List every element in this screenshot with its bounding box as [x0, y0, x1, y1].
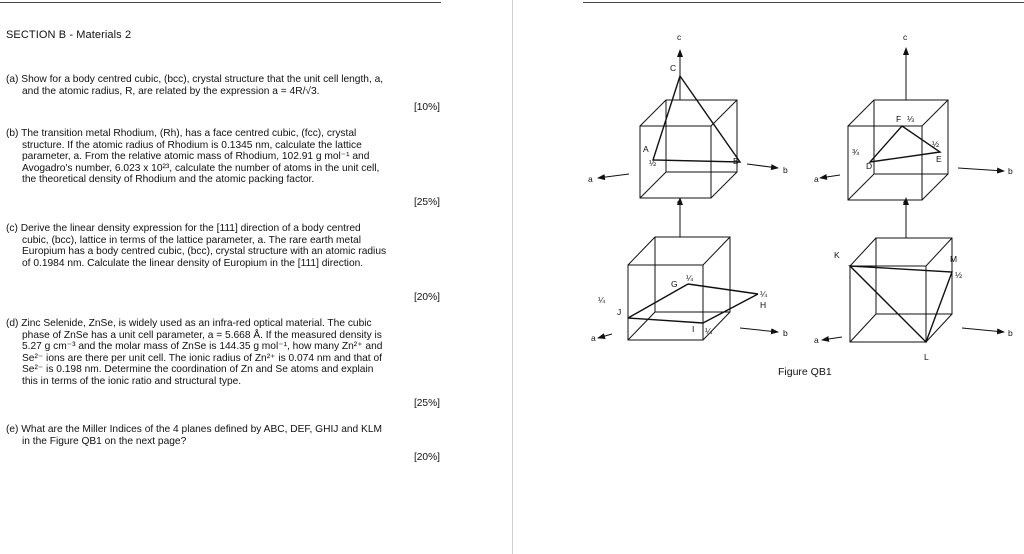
fraction-third: ⅓ — [907, 114, 915, 124]
axis-label-a: a — [814, 335, 819, 345]
fraction-half: ½ — [955, 270, 963, 280]
fraction-quarter: ¼ — [705, 326, 713, 336]
question-line: this in terms of the ionic ratio and structural type. — [22, 375, 242, 387]
question-line: (a) Show for a body centred cubic, (bcc), crystal structure that the unit cell length, a, — [6, 74, 384, 85]
question-line: Se²⁻ is 0.198 nm. Determine the coordination of Zn and Se atoms and explain — [22, 364, 374, 376]
question-line: parameter, a. From the relative atomic mass of Rhodium, 102.91 g mol⁻¹ and — [22, 151, 370, 163]
axis-label-b: b — [783, 165, 788, 175]
point-label-f: F — [896, 114, 902, 124]
question-line: (e) What are the Miller Indices of the 4 planes defined by ABC, DEF, GHIJ and KLM — [6, 424, 382, 435]
point-label-l: L — [924, 352, 929, 362]
question-line: phase of ZnSe has a unit cell parameter, a = 5.668 Å. If the measured density is — [22, 329, 382, 341]
axis-label-c: c — [903, 32, 908, 42]
fraction-quarter: ¼ — [598, 295, 606, 305]
point-label-c: C — [670, 63, 677, 73]
point-label-i: I — [692, 324, 695, 334]
question-line: 5.27 g cm⁻³ and the molar mass of ZnSe is 144.35 g mol⁻¹, how many Zn²⁺ and — [22, 341, 383, 353]
axis-label-a: a — [591, 333, 596, 343]
axis-label-a: a — [588, 174, 593, 184]
mark-e: [20%] — [413, 452, 440, 463]
question-line: Avogadro's number, 6.023 x 10²³, calculate the number of atoms in the unit cell, — [22, 162, 380, 174]
point-label-g: G — [671, 279, 678, 289]
question-line: and the atomic radius, R, are related by the expression a = 4R/√3. — [22, 85, 320, 97]
axis-label-b: b — [1008, 166, 1013, 176]
question-line: Europium has a body centred cubic, (bcc), crystal structure with an atomic radius — [22, 246, 387, 258]
question-line: in the Figure QB1 on the next page? — [22, 435, 187, 447]
figure-caption: Figure QB1 — [778, 366, 832, 378]
point-label-d: D — [866, 161, 873, 171]
question-line: of 0.1984 nm. Calculate the linear density of Europium in the [111] direction. — [22, 257, 364, 269]
section-title: SECTION B - Materials 2 — [6, 29, 132, 41]
cube-4 — [822, 198, 1004, 342]
fraction-three-quarter: ¾ — [852, 147, 860, 157]
mark-c: [20%] — [413, 292, 440, 303]
point-label-b: B — [733, 156, 739, 166]
cube-1 — [585, 50, 778, 198]
question-line: the theoretical density of Rhodium and the atomic packing factor. — [22, 174, 315, 186]
fraction-half: ½ — [932, 139, 940, 149]
axis-label-b: b — [1008, 328, 1013, 338]
point-label-e: E — [936, 154, 942, 164]
question-line: (d) Zinc Selenide, ZnSe, is widely used as an infra-red optical material. The cubic — [6, 318, 372, 329]
point-label-m: M — [950, 254, 958, 264]
axis-label-c: c — [677, 197, 682, 207]
mark-d: [25%] — [413, 398, 440, 409]
mark-a: [10%] — [413, 102, 440, 113]
axis-label-b: b — [783, 328, 788, 338]
fraction-half: ½ — [649, 158, 657, 168]
fraction-quarter: ¼ — [760, 289, 768, 299]
mark-b: [25%] — [413, 197, 440, 208]
axis-label-c: c — [903, 197, 908, 207]
fraction-quarter: ¼ — [686, 273, 694, 283]
question-line: (c) Derive the linear density expression for the [111] direction of a body centred — [6, 223, 361, 234]
cube-3 — [598, 198, 778, 340]
point-label-h: H — [760, 300, 767, 310]
question-line: structure. If the atomic radius of Rhodium is 0.1345 nm, calculate the lattice — [22, 139, 362, 151]
point-label-j: J — [617, 307, 622, 317]
axis-label-c: c — [677, 32, 682, 42]
question-line: (b) The transition metal Rhodium, (Rh), has a face centred cubic, (fcc), crystal — [6, 128, 357, 139]
cube-2 — [820, 48, 1004, 200]
question-line: cubic, (bcc), lattice in terms of the lattice parameter, a. The rare earth metal — [22, 234, 361, 246]
question-line: Se²⁻ ions are there per unit cell. The ionic radius of Zn²⁺ is 0.074 nm and that of — [22, 352, 382, 364]
point-label-a: A — [643, 144, 649, 154]
axis-label-a: a — [814, 174, 819, 184]
point-label-k: K — [834, 250, 840, 260]
